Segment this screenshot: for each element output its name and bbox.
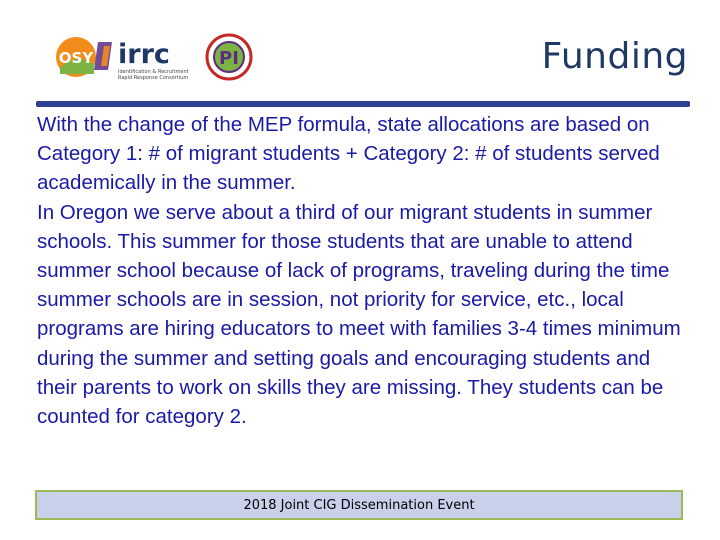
osy-logo-text: OSY: [58, 49, 94, 67]
footer-text: 2018 Joint CIG Dissemination Event: [243, 497, 475, 513]
pi-logo: [207, 35, 251, 79]
body-paragraph-1: With the change of the MEP formula, state allocations are based on Category 1: # of migrant students + Category 2: # of students served academically in the summer.: [37, 113, 660, 195]
irrc-logo-text: irrc: [118, 39, 170, 70]
title-divider: [36, 101, 690, 107]
body-paragraph-2: In Oregon we serve about a third of our migrant students in summer schools. This summer for those students that are unable to attend summer school because of lack of programs, traveling during the time summer schools are in session, not priority for service, etc., local programs are hiring educators to meet with families 3-4 times minimum during the summer and setting goals and encouraging students and their parents to work on skills they are missing. They students can be counted for category 2.: [37, 200, 681, 429]
partner-logos: [52, 30, 257, 85]
body-text: [37, 110, 687, 431]
irrc-tagline-2: Rapid Response Consortium: [118, 75, 189, 81]
irrc-tagline-1: Identification & Recruitment: [118, 69, 189, 75]
footer-banner: [35, 490, 683, 520]
irrc-logo: [94, 39, 189, 81]
slide-title: Funding: [541, 36, 688, 77]
osy-logo: [56, 37, 96, 77]
pi-logo-text: PI: [219, 48, 239, 69]
